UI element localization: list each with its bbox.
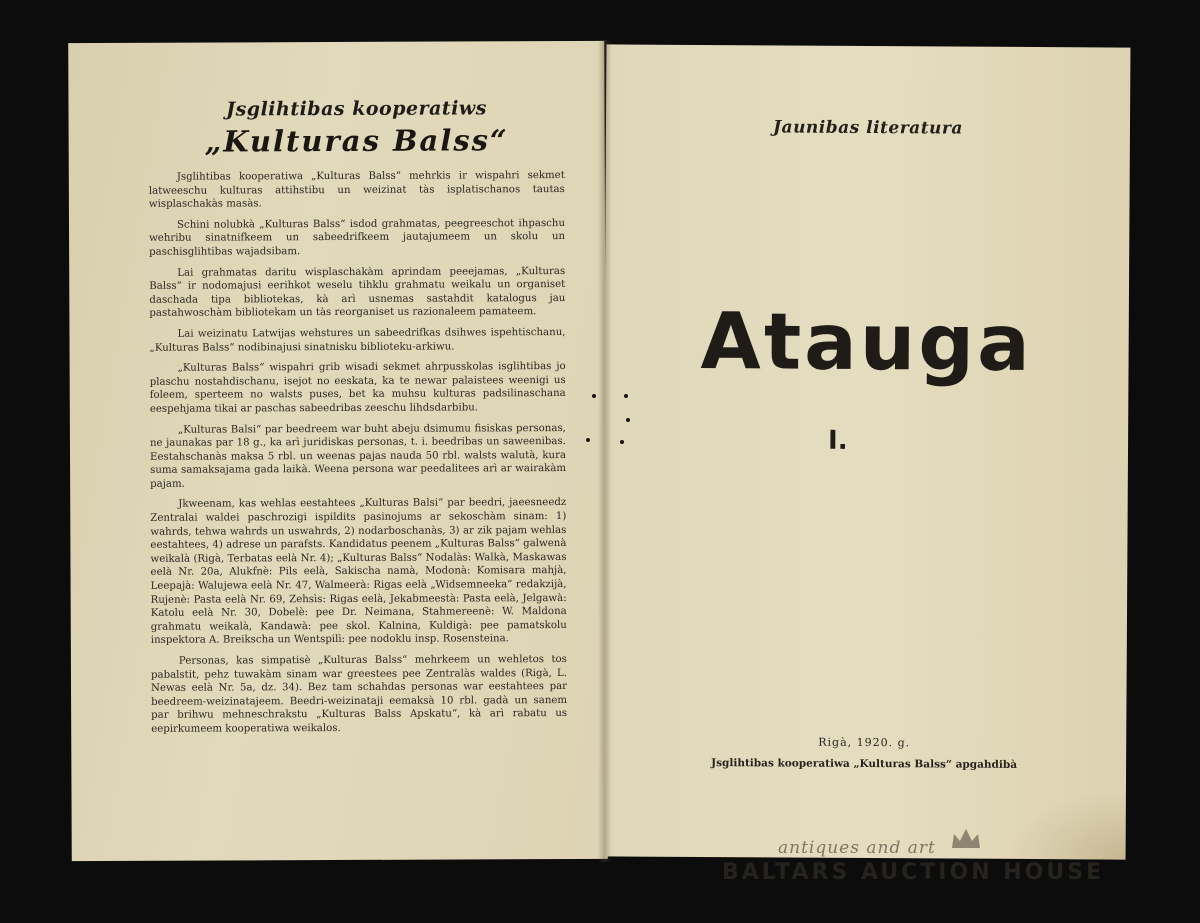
paragraph: Lai grahmatas daritu wisplaschakàm aprindam peeejamas, „Kulturas Balss“ ir nodomajusi eerihkot weselu tihklu grahmatu weikalu un organiset daschada tipa bibliotekas, kà arì usnemas sastahdit katalogus jau pastahwoschàm bibliotekam un tàs reorganiset us razionaleem pamateem. <box>149 265 566 320</box>
book-title: Atauga <box>700 296 1034 390</box>
paragraph: Personas, kas simpatisè „Kulturas Balss“ mehrkeem un wehletos tos pabalstit, pehz tuwakàm sinam war greestees pee Zentralàs waldes (Rigà, L. Newas eelà Nr. 5a, dz. 34). Bez tam schahdas personas war eestahtees par beedreem-weizinatajeem. Beedri-weizinataji eemaksà 10 rbl. gadà un sanem par brihwu mehneschrakstu „Kulturas Balss Apskatu“, kà arì rabatu us eepirkumeem kooperatiwa weikalos. <box>150 654 568 735</box>
staple-hole <box>586 438 590 442</box>
paragraph: „Kulturas Balsi“ par beedreem war buht abeju dsimumu fisiskas personas, ne jaunakas par 18 g., ka arì juridiskas personas, t. i. beedribas un saweenibas. Eestahschanàs maksa 5 rbl. un weenas pajas nauda 50 rbl. walsts walutà, kura suma samaksajama gada laikà. Weena persona war peedalitees arì ar wairakàm pajam. <box>149 422 567 490</box>
right-page <box>602 44 1131 859</box>
place-year: Rigà, 1920. g. <box>818 735 911 750</box>
staple-hole <box>624 394 628 398</box>
paragraph: Jsglihtibas kooperatiwa „Kulturas Balss“ mehrkis ir wispahri sekmet latweeschu kulturas attihstibu un weizinat tàs isplatischanos tautas wisplaschakàs masàs. <box>148 170 565 211</box>
staple-hole <box>626 418 630 422</box>
staple-hole <box>592 394 596 398</box>
publisher-line: Jsglihtibas kooperatiwa „Kulturas Balss“ apgahdibà <box>711 757 1018 771</box>
spine-fold <box>598 40 612 862</box>
paragraph: Lai weizinatu Latwijas wehstures un sabeedrifkas dsihwes ispehtischanu, „Kulturas Balss“ nodibinajusi sinatnisku biblioteku-arkiwu. <box>149 326 566 354</box>
watermark-house: BALTARS AUCTION HOUSE <box>722 860 1105 885</box>
volume-number: I. <box>827 425 848 456</box>
series-heading: Jaunibas literatura <box>772 117 963 139</box>
cooperative-heading: Jsglihtibas kooperatiws <box>226 97 487 121</box>
watermark-script: antiques and art <box>778 838 936 858</box>
brand-heading: „Kulturas Balss“ <box>204 123 509 159</box>
crown-icon <box>950 826 982 852</box>
left-page <box>68 41 608 861</box>
paragraph: Schini nolubkà „Kulturas Balss“ isdod grahmatas, peegreeschot ihpaschu wehribu sinatnifkeem un sabeedrifkeem jautajumeem un skolu un paschisglihtibas wajadsibam. <box>149 217 566 258</box>
paper-stain <box>1006 789 1126 860</box>
staple-hole <box>620 440 624 444</box>
paragraph: Jkweenam, kas wehlas eestahtees „Kulturas Balsi“ par beedri, jaeesneedz Zentralai waldei paschrozigi ispildits pasinojums ar sekoschàm sinam: 1) wahrds, tehwa wahrds un uswahrds, 2) nodarboschanàs, 3) ar zik pajam wehlas eestahtees, 4) adrese un parafsts. Kandidatus peenem „Kulturas Balss“ galwenà weikalà (Rigà, Terbatas eelà Nr. 4); „Kulturas Balss“ Nodalàs: Walkà, Maskawas eelà Nr. 20a, Alukfnè: Pils eelà, Sakischa namà, Modonà: Komisara mahjà, Leepajà: Walujewa eelà Nr. 47, Walmeerà: Rigas eelà „Widsemneeka“ redakzijà, Rujenè: Pasta eelà Nr. 69, Zehsìs: Rigas eelà, Jekabmeestà: Pasta eelà, Jelgawà: Katolu eelà Nr. 30, Dobelè: pee Dr. Neimana, Stahmereenè: W. Maldona grahmatu weikalà, Kandawà: pee skol. Kalnina, Kuldigà: pee pamatskolu inspektora A. Breikscha un Wentspilì: pee nodoklu insp. Rosensteina. <box>150 497 567 647</box>
paragraph: „Kulturas Balss“ wispahri grib wisadi sekmet ahrpusskolas isglihtibas jo plaschu nostahdischanu, isejot no eeskata, ka te newar palaistees weenigi us foleem, sperteem no walsts puses, bet ka muhsu kulturas padsilinaschana eespehjama tikai ar paschas sabeedribas zeeschu lihdsdarbibu. <box>149 361 566 415</box>
